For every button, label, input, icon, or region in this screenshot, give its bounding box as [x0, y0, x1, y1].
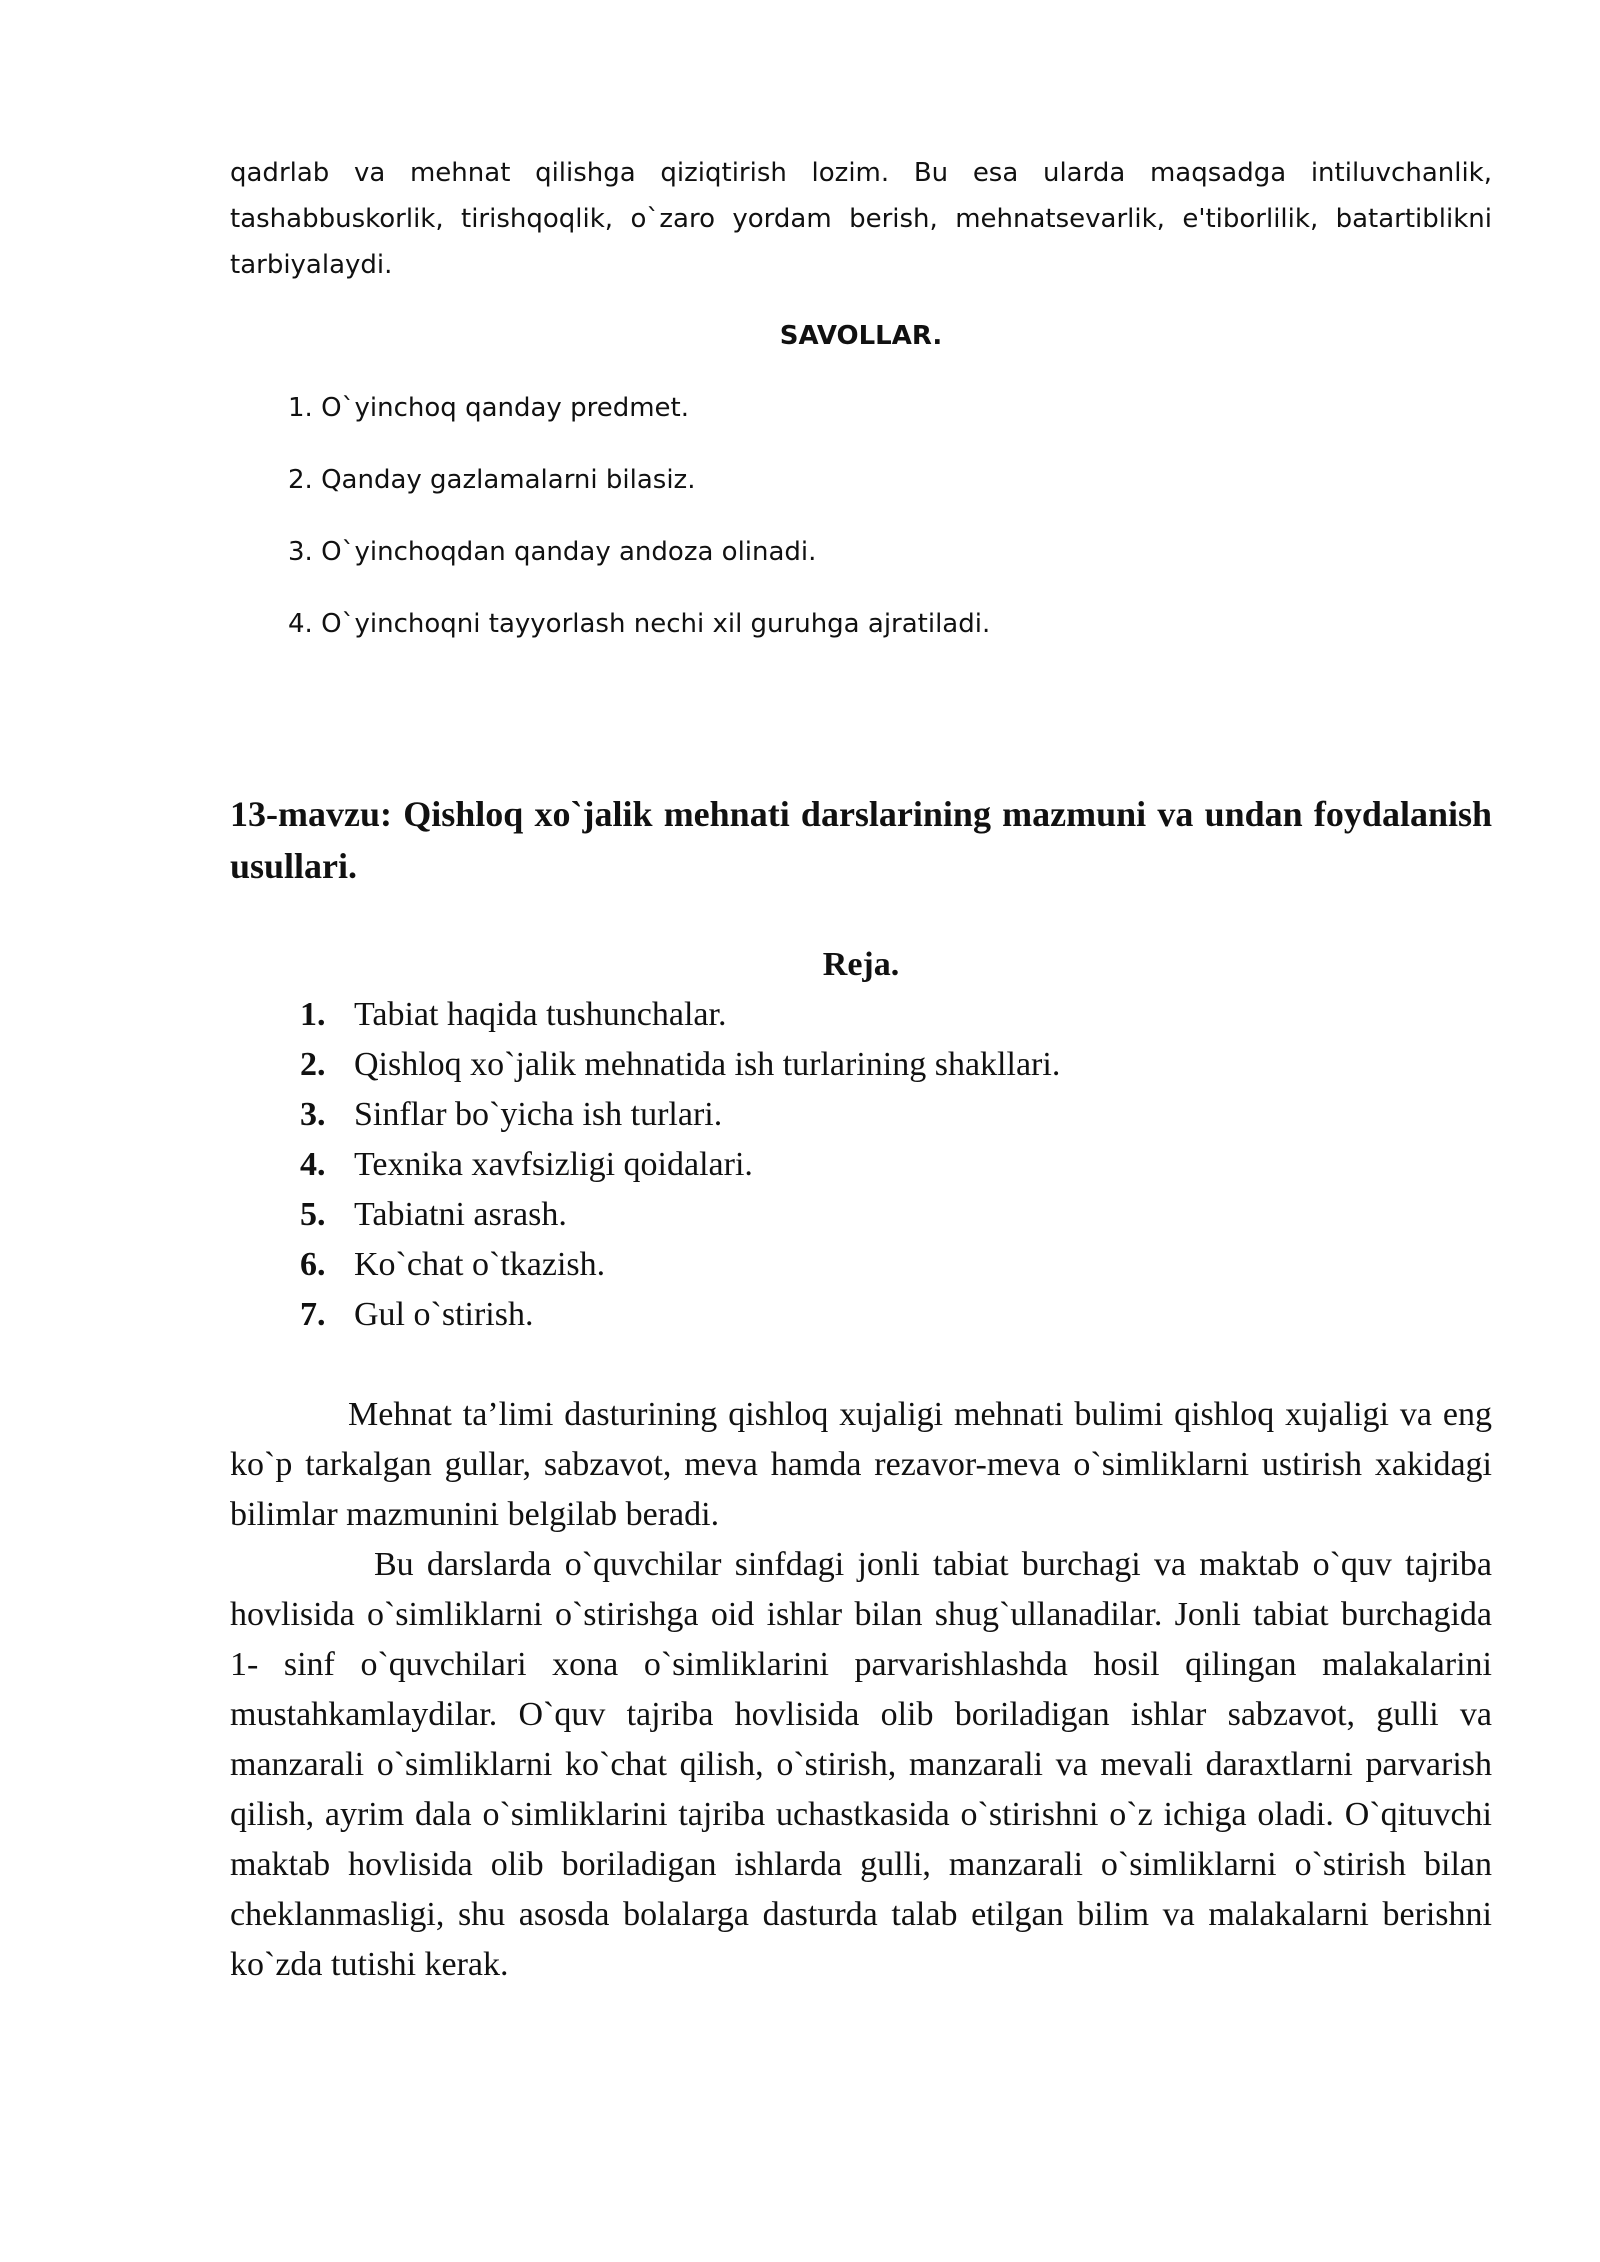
- plan-item-text: Texnika xavfsizligi qoidalari.: [354, 1146, 753, 1183]
- question-item: 1. O`yinchoq qanday predmet.: [288, 393, 689, 423]
- plan-item: [300, 1140, 1060, 1190]
- plan-item-text: Ko`chat o`tkazish.: [354, 1246, 606, 1283]
- plan-item: [300, 1190, 1060, 1240]
- plan-item-text: Sinflar bo`yicha ish turlari.: [354, 1096, 723, 1133]
- plan-item-text: Tabiatni asrash.: [354, 1196, 567, 1233]
- plan-item: [300, 1240, 1060, 1290]
- plan-item-number: 7.: [300, 1296, 326, 1333]
- body-paragraph-2: Bu darslarda o`quvchilar sinfdagi jonli tabiat burchagi va maktab o`quv tajriba hovlisida o`simliklarni o`stirishga oid ishlar bilan shug`ullanadilar. Jonli tabiat burchagida 1- sinf o`quvchilari xona o`simliklarini parvarishlashda hosil qilingan malakalarini mustahkamlaydilar. O`quv tajriba hovlisida olib boriladigan ishlar sabzavot, gulli va manzarali o`simliklarni ko`chat qilish, o`stirish, manzarali va mevali daraxtlarni parvarish qilish, ayrim dala o`simliklarini tajriba uchastkasida o`stirishni o`z ichiga oladi. O`qituvchi maktab hovlisida olib boriladigan ishlarda gulli, manzarali o`simliklarni o`stirish bilan cheklanmasligi, shu asosda bolalarga dasturda talab etilgan bilim va malakalarni berishni ko`zda tutishi kerak.: [230, 1546, 1492, 1983]
- plan-item-number: 3.: [300, 1096, 326, 1133]
- plan-item: [300, 1090, 1060, 1140]
- plan-heading: Reja.: [822, 946, 900, 983]
- plan-item: [300, 1290, 1060, 1340]
- question-item: 2. Qanday gazlamalarni bilasiz.: [288, 465, 696, 495]
- question-item: 3. O`yinchoqdan qanday andoza olinadi.: [288, 537, 817, 567]
- question-item: 4. O`yinchoqni tayyorlash nechi xil guruhga ajratiladi.: [288, 609, 991, 639]
- plan-item-number: 5.: [300, 1196, 326, 1233]
- plan-item-text: Gul o`stirish.: [354, 1296, 534, 1333]
- plan-item-number: 2.: [300, 1046, 326, 1083]
- plan-item: [300, 1040, 1060, 1090]
- body-paragraph-1: Mehnat ta’limi dasturining qishloq xujaligi mehnati bulimi qishloq xujaligi va eng ko`p tarkalgan gullar, sabzavot, meva hamda rezavor-meva o`simliklarni ustirish xakidagi bilimlar mazmunini belgilab beradi.: [230, 1396, 1492, 1533]
- intro-paragraph: qadrlab va mehnat qilishga qiziqtirish lozim. Bu esa ularda maqsadga intiluvchanlik, tashabbuskorlik, tirishqoqlik, o`zaro yordam berish, mehnatsevarlik, e'tiborlilik, batartiblikni tarbiyalaydi.: [230, 158, 1492, 280]
- plan-item-text: Tabiat haqida tushunchalar.: [354, 996, 727, 1033]
- topic-title: 13-mavzu: Qishloq xo`jalik mehnati darslarining mazmuni va undan foydalanish usullari.: [230, 794, 1492, 886]
- plan-item-number: 1.: [300, 996, 326, 1033]
- questions-list: [288, 390, 990, 678]
- plan-item-text: Qishloq xo`jalik mehnatida ish turlarining shakllari.: [354, 1046, 1061, 1083]
- plan-item-number: 6.: [300, 1246, 326, 1283]
- plan-list: [300, 990, 1060, 1340]
- questions-heading: SAVOLLAR.: [779, 321, 943, 351]
- plan-item: [300, 990, 1060, 1040]
- plan-item-number: 4.: [300, 1146, 326, 1183]
